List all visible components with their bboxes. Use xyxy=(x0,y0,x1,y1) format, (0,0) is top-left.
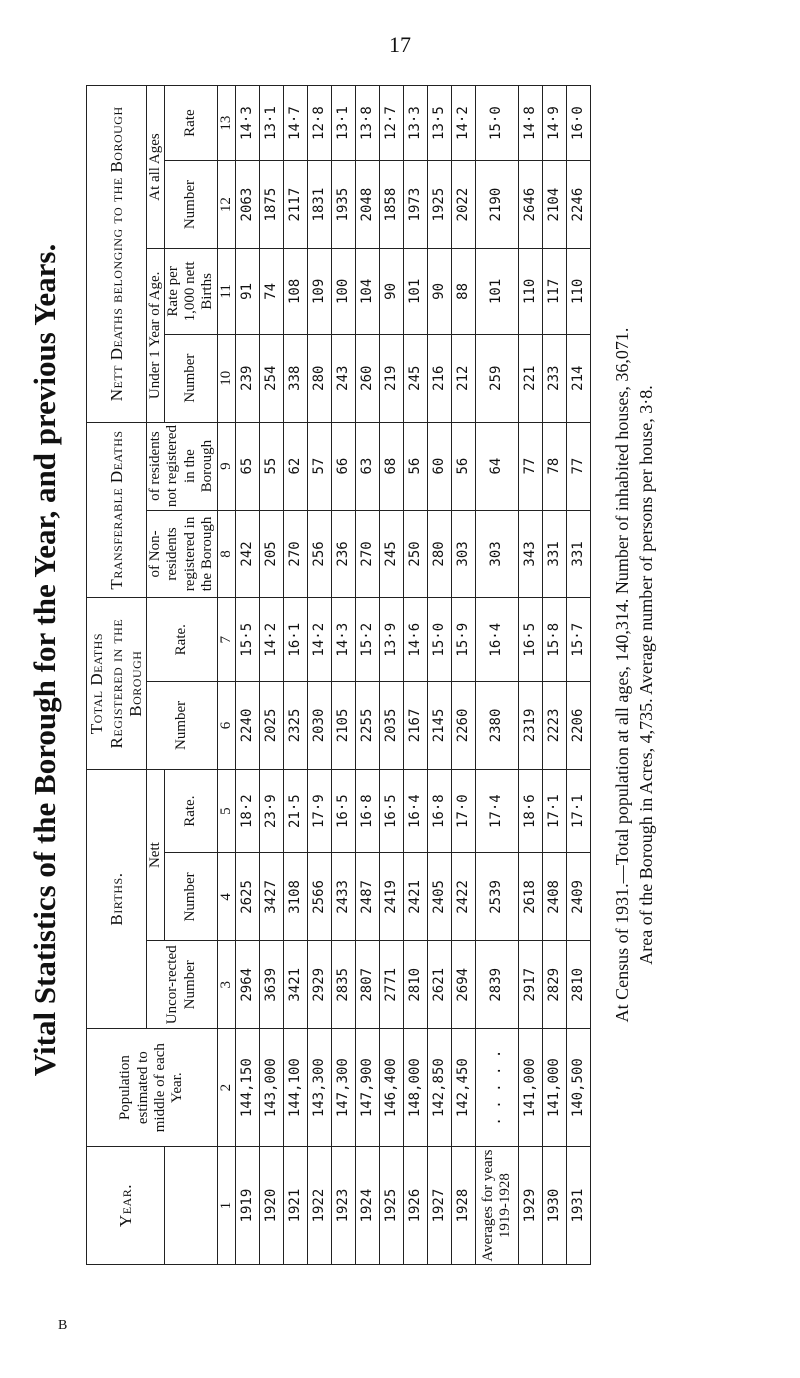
cell-infant-number: 245 xyxy=(403,334,427,422)
cell-population: 148,000 xyxy=(403,1029,427,1147)
vital-statistics-table xyxy=(86,85,591,1265)
header-year-blank xyxy=(164,1147,217,1265)
column-number: 7 xyxy=(217,598,235,682)
cell-population: 143,300 xyxy=(307,1029,331,1147)
cell-deaths-number: 2105 xyxy=(331,682,355,770)
cell-deaths-rate: 14·2 xyxy=(307,598,331,682)
cell-births-nett: 2566 xyxy=(307,853,331,941)
cell-non-res: 242 xyxy=(235,510,259,598)
cell-year: 1922 xyxy=(307,1147,331,1265)
cell-infant-number: 338 xyxy=(283,334,307,422)
cell-population: 147,300 xyxy=(331,1029,355,1147)
cell-all-number: 1875 xyxy=(259,161,283,249)
cell-all-number: 1858 xyxy=(379,161,403,249)
cell-infant-number: 260 xyxy=(355,334,379,422)
header-uncorrected: Uncor-rected Number xyxy=(146,941,217,1029)
cell-infant-number: 219 xyxy=(379,334,403,422)
column-number: 9 xyxy=(217,422,235,510)
column-number: 3 xyxy=(217,941,235,1029)
header-all-number: Number xyxy=(164,161,217,249)
header-total-deaths: Total Deaths Registered in the Borough xyxy=(87,598,147,769)
cell-all-rate: 16·0 xyxy=(566,86,590,161)
cell-all-rate: 14·3 xyxy=(235,86,259,161)
averages-all-rate: 15·0 xyxy=(475,86,518,161)
cell-res-not: 63 xyxy=(355,422,379,510)
cell-births-nett: 2421 xyxy=(403,853,427,941)
cell-year: 1931 xyxy=(566,1147,590,1265)
cell-population: 142,450 xyxy=(451,1029,475,1147)
table-row xyxy=(566,86,590,1265)
cell-births-nett: 3108 xyxy=(283,853,307,941)
cell-deaths-number: 2223 xyxy=(542,682,566,770)
table-row xyxy=(259,86,283,1265)
cell-uncorrected: 2929 xyxy=(307,941,331,1029)
cell-births-rate: 18·6 xyxy=(518,769,542,853)
header-births-rate: Rate. xyxy=(164,769,217,853)
cell-year: 1921 xyxy=(283,1147,307,1265)
cell-births-nett: 3427 xyxy=(259,853,283,941)
cell-births-nett: 2419 xyxy=(379,853,403,941)
cell-year: 1924 xyxy=(355,1147,379,1265)
cell-births-nett: 2422 xyxy=(451,853,475,941)
cell-infant-rate: 110 xyxy=(566,249,590,335)
page-marker: B xyxy=(58,1318,68,1333)
cell-year: 1927 xyxy=(427,1147,451,1265)
cell-population: 144,100 xyxy=(283,1029,307,1147)
cell-births-rate: 16·5 xyxy=(331,769,355,853)
cell-res-not: 55 xyxy=(259,422,283,510)
cell-deaths-rate: 14·6 xyxy=(403,598,427,682)
cell-non-res: 236 xyxy=(331,510,355,598)
cell-all-number: 1831 xyxy=(307,161,331,249)
cell-non-res: 250 xyxy=(403,510,427,598)
cell-births-rate: 18·2 xyxy=(235,769,259,853)
cell-infant-rate: 109 xyxy=(307,249,331,335)
header-nett: Nett xyxy=(146,769,164,940)
cell-deaths-rate: 14·3 xyxy=(331,598,355,682)
cell-births-rate: 17·1 xyxy=(566,769,590,853)
column-number: 5 xyxy=(217,769,235,853)
cell-deaths-rate: 14·2 xyxy=(259,598,283,682)
cell-population: 143,000 xyxy=(259,1029,283,1147)
cell-year: 1929 xyxy=(518,1147,542,1265)
cell-all-rate: 13·3 xyxy=(403,86,427,161)
cell-non-res: 280 xyxy=(427,510,451,598)
cell-deaths-rate: 15·8 xyxy=(542,598,566,682)
table-body-1929-1931 xyxy=(518,86,590,1265)
cell-infant-rate: 104 xyxy=(355,249,379,335)
cell-deaths-number: 2025 xyxy=(259,682,283,770)
table-row xyxy=(451,86,475,1265)
cell-all-rate: 14·7 xyxy=(283,86,307,161)
cell-uncorrected: 2621 xyxy=(427,941,451,1029)
cell-population: 144,150 xyxy=(235,1029,259,1147)
cell-population: 140,500 xyxy=(566,1029,590,1147)
cell-non-res: 331 xyxy=(542,510,566,598)
averages-label: Averages for years 1919-1928 xyxy=(475,1147,518,1265)
cell-all-number: 2117 xyxy=(283,161,307,249)
table-row xyxy=(542,86,566,1265)
cell-infant-number: 214 xyxy=(566,334,590,422)
cell-uncorrected: 2964 xyxy=(235,941,259,1029)
averages-uncorrected: 2839 xyxy=(475,941,518,1029)
cell-infant-number: 233 xyxy=(542,334,566,422)
cell-births-nett: 2409 xyxy=(566,853,590,941)
cell-res-not: 77 xyxy=(518,422,542,510)
cell-non-res: 331 xyxy=(566,510,590,598)
cell-deaths-number: 2030 xyxy=(307,682,331,770)
cell-infant-rate: 101 xyxy=(403,249,427,335)
cell-uncorrected: 2771 xyxy=(379,941,403,1029)
header-year: Year. xyxy=(87,1147,165,1265)
cell-deaths-rate: 15·9 xyxy=(451,598,475,682)
column-number: 13 xyxy=(217,86,235,161)
header-residents-not: of residents not registered in the Borough xyxy=(146,422,217,510)
cell-births-nett: 2487 xyxy=(355,853,379,941)
cell-res-not: 78 xyxy=(542,422,566,510)
cell-uncorrected: 2829 xyxy=(542,941,566,1029)
cell-infant-rate: 90 xyxy=(427,249,451,335)
cell-population: 146,400 xyxy=(379,1029,403,1147)
table-row xyxy=(355,86,379,1265)
cell-res-not: 62 xyxy=(283,422,307,510)
header-transferable-deaths: Transferable Deaths xyxy=(87,422,147,598)
cell-deaths-number: 2319 xyxy=(518,682,542,770)
cell-uncorrected: 2835 xyxy=(331,941,355,1029)
cell-all-number: 2048 xyxy=(355,161,379,249)
cell-deaths-rate: 15·7 xyxy=(566,598,590,682)
cell-births-rate: 16·5 xyxy=(379,769,403,853)
cell-uncorrected: 2694 xyxy=(451,941,475,1029)
cell-non-res: 343 xyxy=(518,510,542,598)
cell-population: 141,000 xyxy=(518,1029,542,1147)
cell-year: 1919 xyxy=(235,1147,259,1265)
cell-year: 1923 xyxy=(331,1147,355,1265)
cell-year: 1926 xyxy=(403,1147,427,1265)
cell-infant-rate: 117 xyxy=(542,249,566,335)
cell-infant-rate: 74 xyxy=(259,249,283,335)
column-number: 2 xyxy=(217,1029,235,1147)
page-number: 17 xyxy=(389,32,411,57)
cell-year: 1925 xyxy=(379,1147,403,1265)
cell-births-rate: 23·9 xyxy=(259,769,283,853)
cell-births-rate: 17·1 xyxy=(542,769,566,853)
cell-infant-number: 239 xyxy=(235,334,259,422)
cell-all-rate: 13·1 xyxy=(259,86,283,161)
cell-non-res: 303 xyxy=(451,510,475,598)
cell-births-nett: 2625 xyxy=(235,853,259,941)
column-number: 10 xyxy=(217,334,235,422)
cell-infant-number: 254 xyxy=(259,334,283,422)
cell-all-number: 2646 xyxy=(518,161,542,249)
table-title: Vital Statistics of the Borough for the Year, and previous Years. xyxy=(27,243,62,1077)
cell-births-rate: 17·9 xyxy=(307,769,331,853)
cell-res-not: 56 xyxy=(451,422,475,510)
cell-deaths-rate: 16·1 xyxy=(283,598,307,682)
table-body-averages xyxy=(475,86,518,1265)
cell-all-rate: 12·7 xyxy=(379,86,403,161)
cell-births-rate: 16·4 xyxy=(403,769,427,853)
cell-deaths-rate: 13·9 xyxy=(379,598,403,682)
averages-population: . . . . . xyxy=(475,1029,518,1147)
cell-all-number: 1925 xyxy=(427,161,451,249)
cell-births-rate: 16·8 xyxy=(355,769,379,853)
cell-uncorrected: 2917 xyxy=(518,941,542,1029)
averages-deaths-rate: 16·4 xyxy=(475,598,518,682)
cell-deaths-rate: 15·2 xyxy=(355,598,379,682)
column-number: 1 xyxy=(217,1147,235,1265)
cell-year: 1928 xyxy=(451,1147,475,1265)
cell-infant-number: 216 xyxy=(427,334,451,422)
table-body-1919-1928 xyxy=(235,86,475,1265)
cell-uncorrected: 3421 xyxy=(283,941,307,1029)
averages-all-number: 2190 xyxy=(475,161,518,249)
cell-non-res: 205 xyxy=(259,510,283,598)
cell-infant-rate: 90 xyxy=(379,249,403,335)
cell-uncorrected: 3639 xyxy=(259,941,283,1029)
averages-infant-rate: 101 xyxy=(475,249,518,335)
cell-all-number: 2246 xyxy=(566,161,590,249)
cell-res-not: 56 xyxy=(403,422,427,510)
cell-all-rate: 13·5 xyxy=(427,86,451,161)
column-number: 4 xyxy=(217,853,235,941)
cell-all-number: 1935 xyxy=(331,161,355,249)
cell-res-not: 65 xyxy=(235,422,259,510)
header-non-residents: of Non-residents registered in the Borough xyxy=(146,510,217,598)
rotated-page-body xyxy=(20,35,720,1285)
cell-infant-number: 221 xyxy=(518,334,542,422)
averages-row xyxy=(475,86,518,1265)
table-row xyxy=(403,86,427,1265)
header-all-rate: Rate xyxy=(164,86,217,161)
header-deaths-rate: Rate. xyxy=(146,598,217,682)
table-row xyxy=(518,86,542,1265)
cell-infant-rate: 88 xyxy=(451,249,475,335)
cell-all-rate: 13·8 xyxy=(355,86,379,161)
cell-deaths-number: 2035 xyxy=(379,682,403,770)
header-population: Population estimated to middle of each Year. xyxy=(87,1029,218,1147)
cell-infant-rate: 108 xyxy=(283,249,307,335)
cell-all-rate: 14·2 xyxy=(451,86,475,161)
cell-deaths-number: 2260 xyxy=(451,682,475,770)
cell-births-rate: 17·0 xyxy=(451,769,475,853)
cell-deaths-number: 2167 xyxy=(403,682,427,770)
cell-population: 142,850 xyxy=(427,1029,451,1147)
header-infant-number: Number xyxy=(164,334,217,422)
column-number: 6 xyxy=(217,682,235,770)
column-number: 11 xyxy=(217,249,235,335)
table-row xyxy=(427,86,451,1265)
averages-infant-number: 259 xyxy=(475,334,518,422)
cell-infant-rate: 91 xyxy=(235,249,259,335)
cell-non-res: 256 xyxy=(307,510,331,598)
averages-non-res: 303 xyxy=(475,510,518,598)
cell-births-rate: 16·8 xyxy=(427,769,451,853)
cell-non-res: 270 xyxy=(283,510,307,598)
table-row xyxy=(379,86,403,1265)
cell-births-nett: 2408 xyxy=(542,853,566,941)
cell-year: 1930 xyxy=(542,1147,566,1265)
column-number: 8 xyxy=(217,510,235,598)
census-footnote: At Census of 1931.—Total population at all ages, 140,314. Number of inhabited houses, 36,071. xyxy=(612,327,632,1023)
cell-deaths-number: 2240 xyxy=(235,682,259,770)
cell-infant-number: 280 xyxy=(307,334,331,422)
cell-all-number: 2063 xyxy=(235,161,259,249)
cell-all-rate: 13·1 xyxy=(331,86,355,161)
table-row xyxy=(307,86,331,1265)
cell-all-rate: 12·8 xyxy=(307,86,331,161)
cell-year: 1920 xyxy=(259,1147,283,1265)
cell-deaths-rate: 15·0 xyxy=(427,598,451,682)
cell-births-nett: 2618 xyxy=(518,853,542,941)
header-under-1: Under 1 Year of Age. xyxy=(146,249,164,423)
header-infant-rate: Rate per 1,000 nett Births xyxy=(164,249,217,335)
cell-births-rate: 21·5 xyxy=(283,769,307,853)
cell-deaths-number: 2255 xyxy=(355,682,379,770)
cell-res-not: 66 xyxy=(331,422,355,510)
header-deaths-number: Number xyxy=(146,682,217,770)
cell-all-number: 1973 xyxy=(403,161,427,249)
cell-res-not: 57 xyxy=(307,422,331,510)
cell-all-number: 2022 xyxy=(451,161,475,249)
cell-infant-rate: 110 xyxy=(518,249,542,335)
cell-deaths-number: 2145 xyxy=(427,682,451,770)
table-row xyxy=(331,86,355,1265)
cell-infant-number: 243 xyxy=(331,334,355,422)
averages-births-rate: 17·4 xyxy=(475,769,518,853)
cell-res-not: 60 xyxy=(427,422,451,510)
cell-all-rate: 14·8 xyxy=(518,86,542,161)
header-all-ages: At all Ages xyxy=(146,86,164,249)
cell-infant-number: 212 xyxy=(451,334,475,422)
cell-population: 141,000 xyxy=(542,1029,566,1147)
cell-non-res: 270 xyxy=(355,510,379,598)
table-row xyxy=(283,86,307,1265)
header-births-number: Number xyxy=(164,853,217,941)
area-footnote: Area of the Borough in Acres, 4,735. Average number of persons per house, 3·8. xyxy=(636,385,656,965)
cell-all-number: 2104 xyxy=(542,161,566,249)
cell-non-res: 245 xyxy=(379,510,403,598)
cell-deaths-number: 2325 xyxy=(283,682,307,770)
cell-uncorrected: 2810 xyxy=(403,941,427,1029)
averages-deaths-number: 2380 xyxy=(475,682,518,770)
cell-deaths-rate: 15·5 xyxy=(235,598,259,682)
table-row xyxy=(235,86,259,1265)
cell-deaths-number: 2206 xyxy=(566,682,590,770)
column-number: 12 xyxy=(217,161,235,249)
cell-uncorrected: 2810 xyxy=(566,941,590,1029)
cell-deaths-rate: 16·5 xyxy=(518,598,542,682)
header-births: Births. xyxy=(87,769,147,1028)
cell-infant-rate: 100 xyxy=(331,249,355,335)
cell-uncorrected: 2807 xyxy=(355,941,379,1029)
cell-births-nett: 2433 xyxy=(331,853,355,941)
cell-res-not: 68 xyxy=(379,422,403,510)
cell-population: 147,900 xyxy=(355,1029,379,1147)
cell-all-rate: 14·9 xyxy=(542,86,566,161)
cell-births-nett: 2405 xyxy=(427,853,451,941)
cell-res-not: 77 xyxy=(566,422,590,510)
averages-res-not: 64 xyxy=(475,422,518,510)
header-nett-deaths: Nett Deaths belonging to the Borough xyxy=(87,86,147,423)
averages-births-nett: 2539 xyxy=(475,853,518,941)
